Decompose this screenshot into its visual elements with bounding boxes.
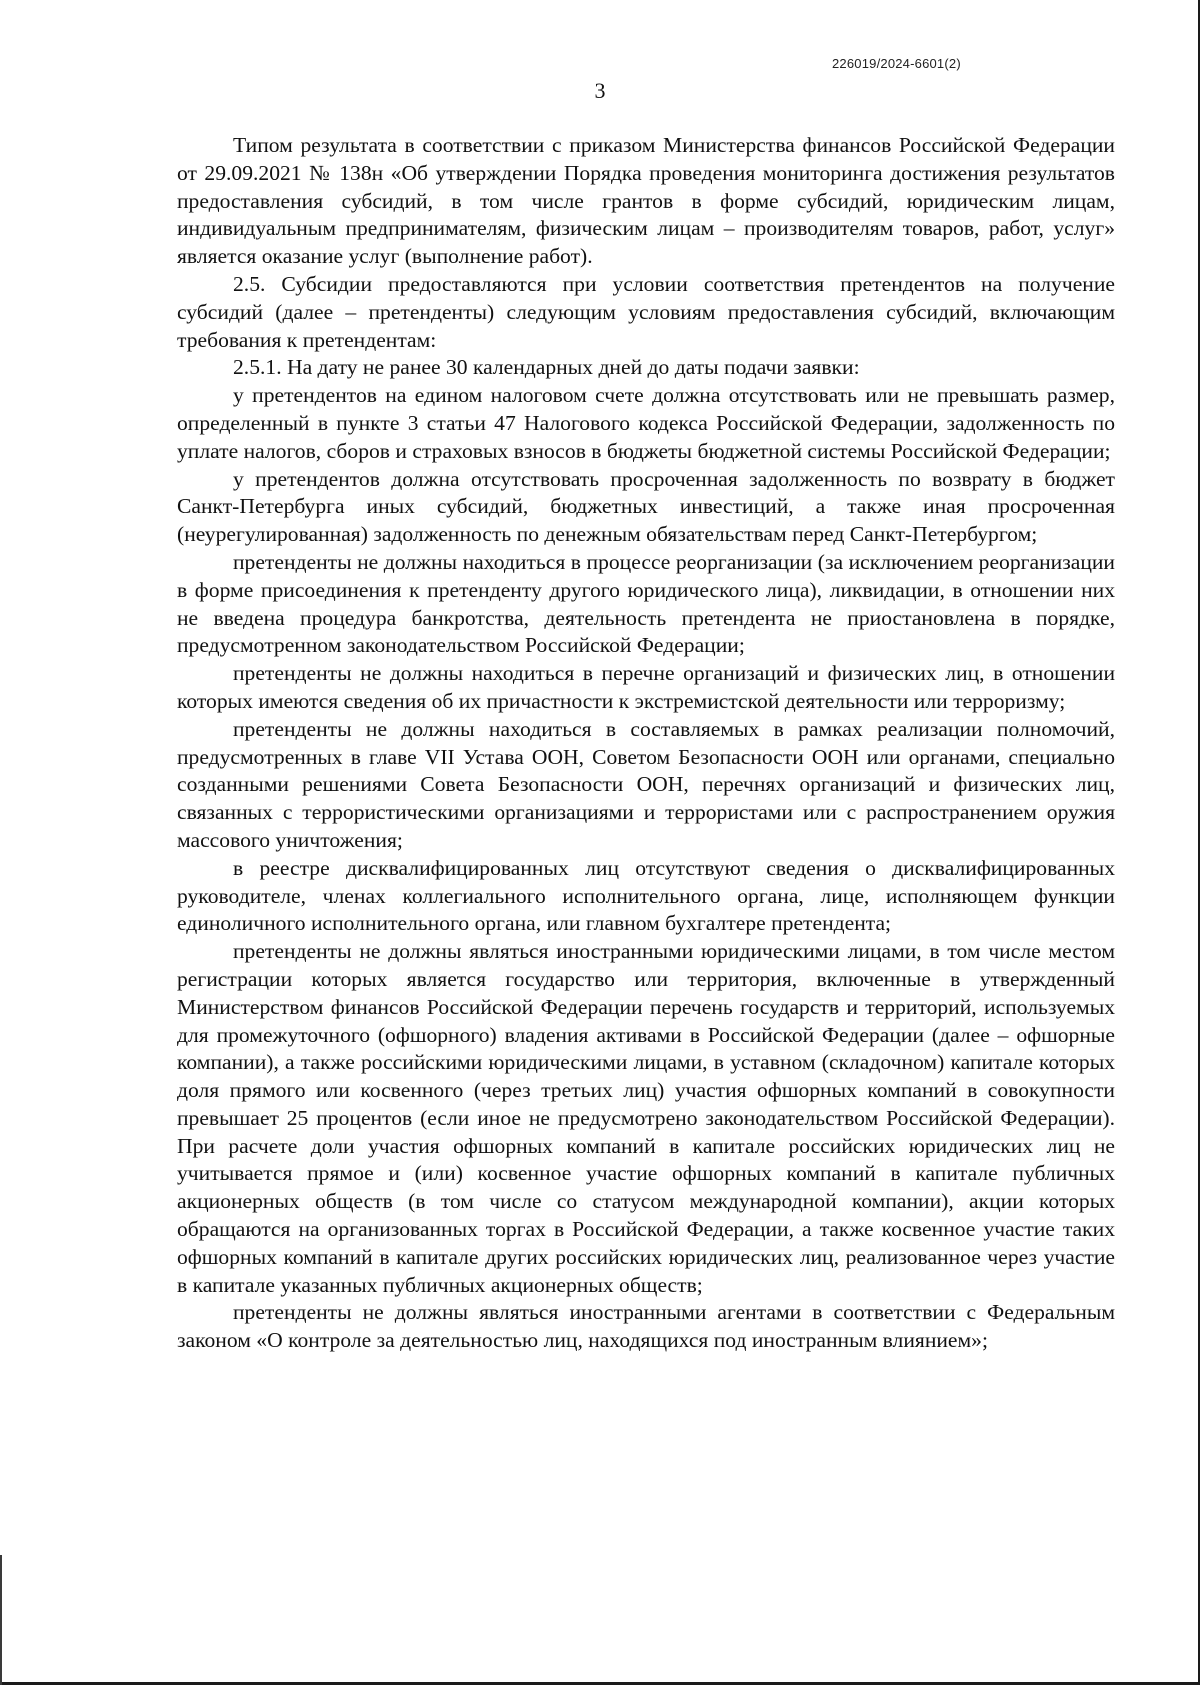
page-number: 3 [594,78,606,103]
paragraph-result-type: Типом результата в соответствии с приказом Министерства финансов Российской Федерации от 29.09.2021 № 138н «Об утверждении Порядка проведения мониторинга достижения результатов предоставления субсидий, в том числе грантов в форме субсидий, юридическим лицам, индивидуальным предпринимателям, физическим лицам – производителям товаров, работ, услуг» является оказание услуг (выполнение работ). [177,133,1115,269]
paragraph-disqualified-persons: в реестре дисквалифицированных лиц отсутствуют сведения о дисквалифицированных руководителе, членах коллегиального исполнительного органа, лице, исполняющем функции единоличного исполнительного органа, или главном бухгалтере претендента; [177,855,1115,936]
paragraph-2-5-1: 2.5.1. На дату не ранее 30 календарных дней до даты подачи заявки: [233,355,860,380]
document-registration-number: 226019/2024-6601(2) [832,56,961,71]
paragraph-overdue-debt: у претендентов должна отсутствовать просроченная задолженность по возврату в бюджет Санкт-Петербурга иных субсидий, бюджетных инвестиций, а также иная просроченная (неурегулированная) задолженность по денежным обязательствам перед Санкт-Петербургом; [177,466,1115,547]
paragraph-reorganization: претенденты не должны находиться в процессе реорганизации (за исключением реорганизации в форме присоединения к претенденту другого юридического лица), ликвидации, в отношении них не введена процедура банкротства, деятельность претендента не приостановлена в порядке, предусмотренном законодательством Российской Федерации; [177,549,1115,658]
paragraph-tax-debt: у претендентов на едином налоговом счете должна отсутствовать или не превышать размер, определенный в пункте 3 статьи 47 Налогового кодекса Российской Федерации, задолженность по уплате налогов, сборов и страховых взносов в бюджеты бюджетной системы Российской Федерации; [177,383,1115,463]
paragraph-foreign-agents: претенденты не должны являться иностранными агентами в соответствии с Федеральным законом «О контроле за деятельностью лиц, находящихся под иностранным влиянием»; [177,1300,1115,1353]
document-body [177,132,1115,1355]
scan-edge-left [0,1555,2,1685]
paragraph-offshore-companies: претенденты не должны являться иностранными юридическими лицами, в том числе местом регистрации которых является государство или территория, включенные в утвержденный Министерством финансов Российской Федерации перечень государств и территорий, используемых для промежуточного (офшорного) владения активами в Российской Федерации (далее – офшорные компании), а также российскими юридическими лицами, в уставном (складочном) капитале которых доля прямого или косвенного (через третьих лиц) участия офшорных компаний в совокупности превышает 25 процентов (если иное не предусмотрено законодательством Российской Федерации). При расчете доли участия офшорных компаний в капитале российских юридических лиц не учитывается прямое и (или) косвенное участие офшорных компаний в капитале публичных акционерных обществ (в том числе со статусом международной компании), акции которых обращаются на организованных торгах в Российской Федерации, а также косвенное участие таких офшорных компаний в капитале других российских юридических лиц, реализованное через участие в капитале указанных публичных акционерных обществ; [177,939,1115,1297]
paragraph-2-5: 2.5. Субсидии предоставляются при условии соответствия претендентов на получение субсидий (далее – претенденты) следующим условиям предоставления субсидий, включающим требования к претендентам: [177,271,1115,352]
paragraph-un-lists: претенденты не должны находиться в составляемых в рамках реализации полномочий, предусмотренных в главе VII Устава ООН, Советом Безопасности ООН или органами, специально созданными решениями Совета Безопасности ООН, перечнях организаций и физических лиц, связанных с террористическими организациями и террористами или с распространением оружия массового уничтожения; [177,716,1115,852]
paragraph-extremism-list: претенденты не должны находиться в перечне организаций и физических лиц, в отношении которых имеются сведения об их причастности к экстремистской деятельности или терроризму; [177,661,1115,713]
